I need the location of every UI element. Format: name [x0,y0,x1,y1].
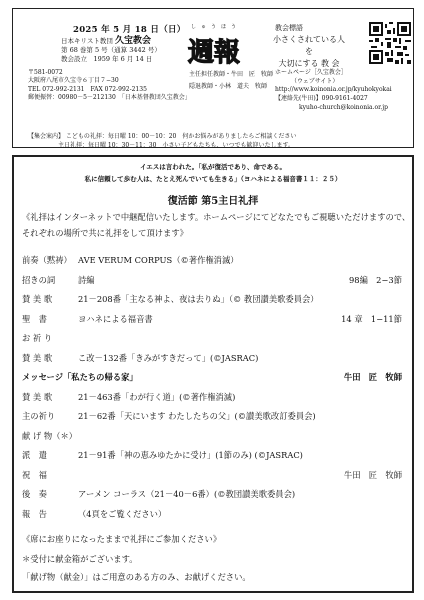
church-name: 久宝教会 [114,36,151,46]
gathering-info [28,133,408,150]
order-item-label: 前奏（黙祷） [22,255,72,265]
homepage-label: ホームページ［久宝教会］ [275,69,347,76]
order-item [22,371,138,383]
order-item-content: 21－208番「主なる神よ、夜は去りぬ」（© 教団讃美歌委員会） [78,294,319,304]
order-item-content: 21－91番「神の恵みゆたかに受け」(1節のみ) (©JASRAC) [78,450,303,460]
order-item-content: アーメン コーラス（21－40－6番）(©教団讃美歌委員会) [78,489,296,499]
motto [271,34,347,70]
address: 大阪府八尾市久宝寺６丁目７−30 [28,77,119,85]
qr-code-icon[interactable] [369,22,411,64]
scripture-quote [14,161,412,185]
order-item-content: こ改－132番「きみがすきだって」(©JASRAC) [78,352,259,363]
order-item-label: 祝 福 [22,469,47,480]
order-item-label: 後 奏 [22,489,47,499]
order-item-right: 98編 2−3節 [349,274,402,285]
tel-fax: TEL 072-992-2131 FAX 072-992-2135 [28,85,147,93]
order-item-content: AVE VERUM CORPUS（©著作権消滅） [78,255,239,265]
gathering-line1: 【集会案内】 こどもの礼拝：毎日曜 10：00－10：20 何かお悩みがありましたらご相談ください [28,133,297,140]
offering-box-note: ＊受付に献金箱がございます。 [22,554,138,564]
pastor-retired: 隠退教師・小林 道夫 牧師 [189,83,268,90]
order-item-label: 賛 美 歌 [22,294,53,304]
order-item-label: 主の祈り [22,411,56,421]
order-item-label: 聖 書 [22,313,47,324]
streaming-intro: 《礼拝はインターネットで中継配信いたします。ホームページにてどなたでもご視聴いただけますので、それぞれの場所で共に礼拝をして頂けます》 [22,212,411,238]
order-item-label: 賛 美 歌 [22,352,53,363]
service-title: 復活節 第5主日礼拝 [167,196,259,207]
scripture-line2: 私に信頼して歩む人は、たとえ死んでいても生きる」（ヨハネによる福音書１１：２５） [84,175,342,183]
church-denomination: 日本キリスト教団 [61,37,113,45]
order-item [22,391,235,403]
bulletin-date: 2025 年 5 月 18 日（日） [73,25,186,35]
order-item [22,254,239,266]
order-item [22,430,78,442]
order-item [22,410,316,422]
logo-ruby: しゅうほう [191,24,242,30]
contact-email[interactable]: kyuho-church@koinonia.or.jp [299,103,388,111]
order-item-label: 献 げ 物（＊） [22,430,78,441]
order-item-right: 14 章 1−11節 [341,313,402,324]
offering-note: 「献げ物（献金）」はご用意のある方のみ、お献げください。 [22,572,251,582]
order-item-label: お 祈 り [22,333,53,343]
order-item [22,488,295,500]
order-item [22,449,303,461]
church-info [61,37,161,64]
worship-order [12,155,414,593]
shuho-logo [187,29,241,69]
order-item-label: 報 告 [22,508,47,519]
postal-code: 〒581-0072 [28,69,63,76]
contact-phone: 【連絡先(牛田)】090-9161-4027 [275,95,368,103]
order-item [22,274,95,286]
web-info [275,69,424,113]
order-item-label: 派 遣 [22,450,47,460]
order-item-content: 21－463番「わが行く道」(©著作権消滅) [78,391,236,402]
order-item [22,352,258,364]
order-item-content: 詩編 [78,274,95,285]
bulletin-header [12,8,414,148]
order-item [22,469,78,481]
pastors [189,69,273,93]
order-item-right: 牛田 匠 牧師 [343,469,402,480]
motto-line1: 小さくされている人を [273,35,345,56]
website-url[interactable]: http://www.koinonia.or.jp/kyuhokyokai [275,86,392,94]
order-item-content: （4頁をご覧ください） [78,508,167,519]
website-label: （ウェブサイト） [291,77,339,85]
postal-transfer: 郵便振替：00980－5－212130 「日本基督教団久宝教会」 [28,93,191,101]
issue-number: 第 68 巻第 5 号（通算 3442 号） [61,46,161,54]
founded-date: 教会設立 1959 年 6 月 14 日 [61,55,153,63]
address-block [28,69,198,102]
order-item-label: 賛 美 歌 [22,391,53,402]
attendance-note: 《席にお座りになったままで礼拝にご参加ください》 [22,534,222,544]
gathering-line2: 主日礼拝：毎日曜 10：30－11：30 小さい子どもたちも、いつでも歓迎いたします。 [58,141,294,149]
order-item [22,293,319,305]
order-item [22,508,166,520]
logo-text: 週報 [187,38,241,68]
motto-heading: 教会標語 [275,24,303,32]
order-item-content: 21－62番「天にいます わたしたちの父」(©讃美歌改訂委員会) [78,411,316,421]
order-item [22,313,153,325]
order-item-label: メッセージ「私たちの帰る家」 [22,372,138,382]
order-item-label: 招きの詞 [22,274,56,285]
order-item [22,332,78,344]
pastor-main: 主任担任教師・牛田 匠 牧師 [189,71,274,78]
motto-line2: 大切にする 教 会 [278,59,340,68]
order-item-right: 牛田 匠 牧師 [343,372,402,382]
scripture-line1: イエスは言われた。「私が復活であり、命である。 [140,163,286,171]
order-item-content: ヨハネによる福音書 [78,313,153,324]
